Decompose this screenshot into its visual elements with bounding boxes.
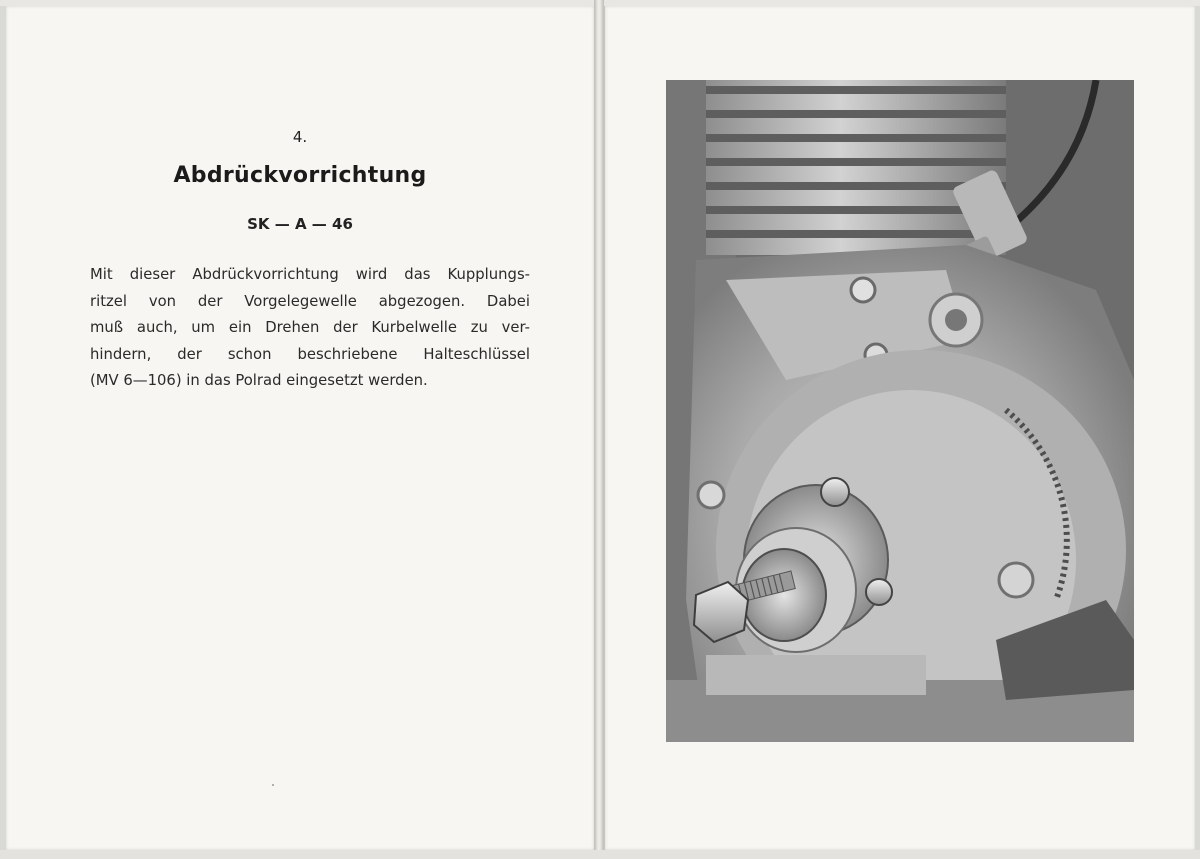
tool-code: SK — A — 46 [247, 215, 353, 233]
engine-illustration [666, 80, 1134, 742]
paper-speck [272, 784, 274, 786]
paragraph-line: muß auch, um ein Drehen der Kurbelwelle zu ver- [90, 319, 530, 336]
cylinder-fins [706, 80, 1006, 255]
paragraph-line: hindern, der schon beschriebene Halteschlüssel [90, 345, 530, 363]
left-page [6, 6, 595, 850]
book-gutter [594, 0, 604, 859]
engine-with-puller-photo [666, 80, 1134, 742]
paragraph-line: Mit dieser Abdrückvorrichtung wird das Kupplungs- [90, 266, 530, 283]
paragraph-line: ritzel von der Vorgelegewelle abgezogen. Dabei [90, 292, 530, 310]
chapter-number: 4. [292, 128, 308, 146]
description-paragraph [90, 262, 530, 395]
page-title: Abdrückvorrichtung [173, 163, 427, 188]
scan-edge-bottom [0, 850, 1200, 859]
paragraph-line: (MV 6—106) in das Polrad eingesetzt werden. [90, 372, 428, 389]
